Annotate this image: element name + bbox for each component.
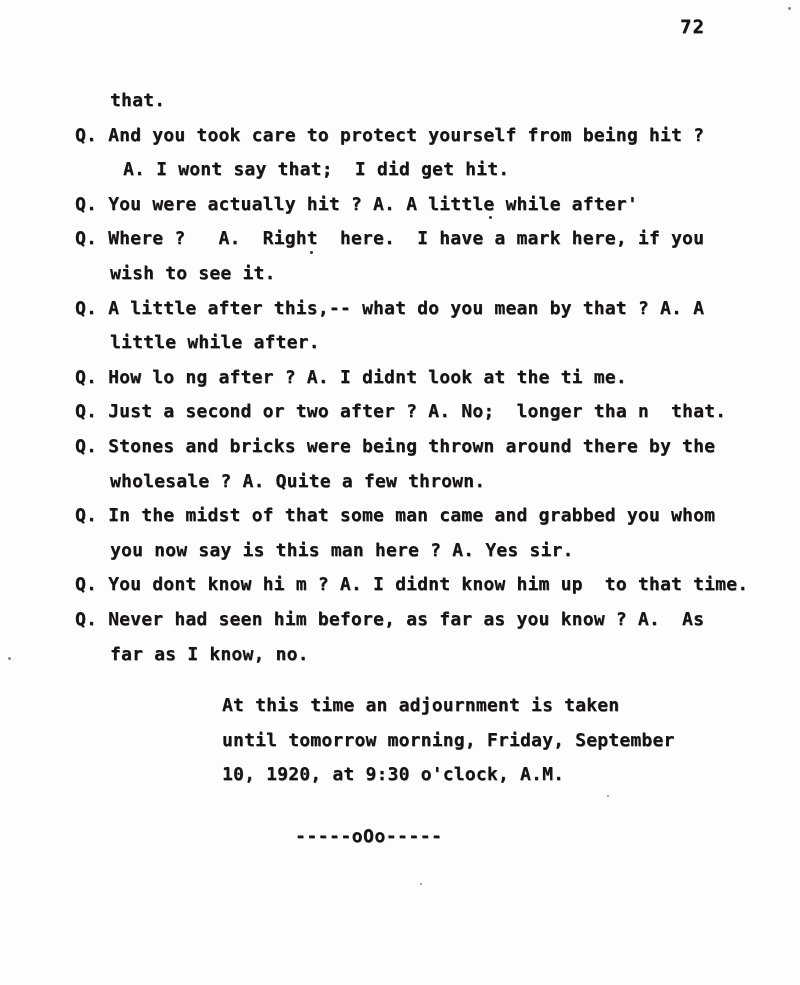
scan-speck [607,795,609,797]
transcript-line: Q. In the midst of that some man came and grabbed you whom [75,505,716,527]
scan-speck [788,7,791,10]
page-number: 72 [680,16,705,38]
adjournment-line: 10, 1920, at 9:30 o'clock, A.M. [222,764,565,786]
transcript-line: little while after. [110,332,320,354]
adjournment-line: until tomorrow morning, Friday, September [222,729,675,751]
transcript-line: Q. Where ? A. Right here. I have a mark here, if you [75,228,705,250]
transcript-line: Q. You dont know hi m ? A. I didnt know him up to that time. [75,574,749,596]
transcript-line: far as I know, no. [110,643,309,665]
scan-speck [8,657,11,660]
transcript-line: Q. And you took care to protect yourself from being hit ? [75,124,705,146]
adjournment-note [75,689,775,793]
transcript-body [75,84,775,847]
scan-speck [310,251,313,254]
transcript-line: Q. Never had seen him before, as far as you know ? A. As [75,608,705,630]
transcript-line: that. [110,90,166,111]
transcript-line: A. I wont say that; I did get hit. [123,159,510,181]
transcript-line: Q. Just a second or two after ? A. No; longer tha n that. [75,401,727,423]
transcript-line: Q. Stones and bricks were being thrown around there by the [75,435,716,457]
transcript-line: Q. You were actually hit ? A. A little while after' [75,193,638,215]
transcript-line: wish to see it. [110,262,276,284]
transcript-line: you now say is this man here ? A. Yes sir. [110,539,574,561]
transcript-line: wholesale ? A. Quite a few thrown. [110,470,486,492]
adjournment-line: At this time an adjournment is taken [222,695,620,717]
end-divider: -----oOo----- [295,825,443,847]
scan-speck [420,883,422,885]
scan-speck [489,216,492,219]
transcript-line: Q. A little after this,-- what do you mean by that ? A. A [75,297,705,319]
transcript-line: Q. How lo ng after ? A. I didnt look at the ti me. [75,366,627,388]
